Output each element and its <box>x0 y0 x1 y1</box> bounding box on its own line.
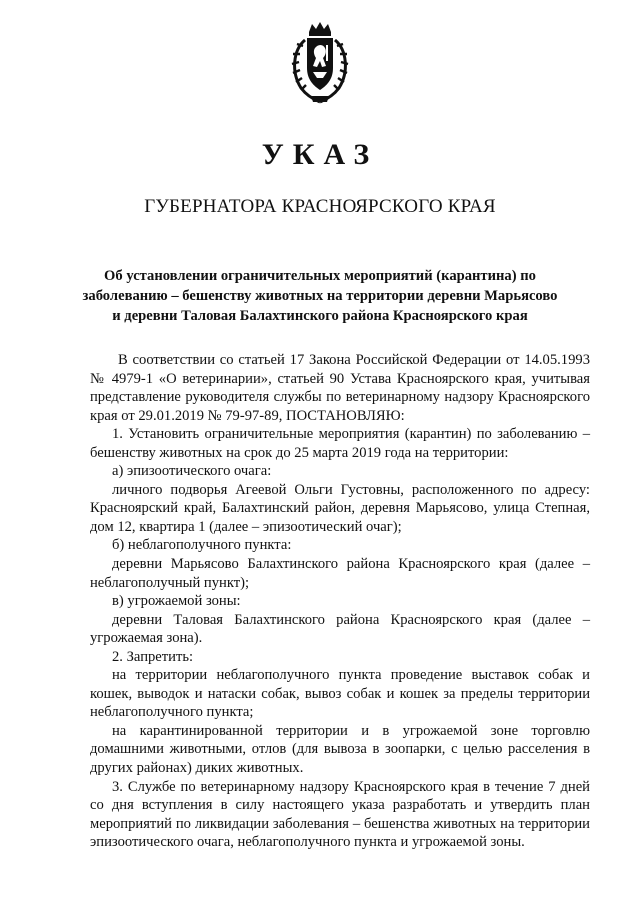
paragraph-outbreak-address: личного подворья Агеевой Ольги Густовны, расположенного по адресу: Красноярский край, Балахтинский район, деревня Марьясово, улица Степная, дом 12, квартира 1 (далее – эпизоотический очаг); <box>90 481 590 535</box>
paragraph-prohibition-2: на карантинированной территории и в угрожаемой зоне торговлю домашними животными, отлов (для вывоза в зоопарки, с целью расселения в других районах) диких животных. <box>90 722 590 777</box>
coat-of-arms-icon <box>285 22 355 106</box>
paragraph-item-1: 1. Установить ограничительные мероприятия (карантин) по заболеванию – бешенству животных на срок до 25 марта 2019 года на территории: <box>90 426 590 461</box>
document-heading <box>80 266 560 326</box>
paragraph-subitem-a: а) эпизоотического очага: <box>112 463 272 480</box>
document-issuer: ГУБЕРНАТОРА КРАСНОЯРСКОГО КРАЯ <box>144 196 496 217</box>
paragraph-item-2: 2. Запретить: <box>112 648 194 665</box>
paragraph-prohibition-1: на территории неблагополучного пункта проведение выставок собак и кошек, выводок и натаски собак, вывоз собак и кошек за пределы территории неблагополучного пункта; <box>90 667 590 721</box>
document-body <box>90 351 590 852</box>
heading-line: Об установлении ограничительных мероприятий (карантина) по <box>104 268 536 284</box>
paragraph-item-3: 3. Службе по ветеринарному надзору Красноярского края в течение 7 дней со дня вступления в силу настоящего указа разработать и утвердить план мероприятий по ликвидации заболевания – бешенства животных на территории эпизоотического очага, неблагополучного пункта и угрожаемой зоны. <box>90 778 590 851</box>
paragraph-threatened-zone: деревни Таловая Балахтинского района Красноярского края (далее – угрожаемая зона). <box>90 611 590 647</box>
document-title: УКАЗ <box>261 138 379 171</box>
heading-line: заболеванию – бешенству животных на территории деревни Марьясово <box>82 288 558 304</box>
paragraph-subitem-c: в) угрожаемой зоны: <box>112 593 241 610</box>
heading-line: и деревни Таловая Балахтинского района Красноярского края <box>112 308 528 324</box>
paragraph-preamble: В соответствии со статьей 17 Закона Российской Федерации от 14.05.1993 № 4979-1 «О ветеринарии», статьей 90 Устава Красноярского края, учитывая представление руководителя службы по ветеринарному надзору Красноярского края от 29.01.2019 № 79-97-89, ПОСТАНОВЛЯЮ: <box>90 352 590 424</box>
paragraph-unsafe-point: деревни Марьясово Балахтинского района Красноярского края (далее – неблагополучный пункт); <box>90 556 590 591</box>
paragraph-subitem-b: б) неблагополучного пункта: <box>112 537 292 554</box>
